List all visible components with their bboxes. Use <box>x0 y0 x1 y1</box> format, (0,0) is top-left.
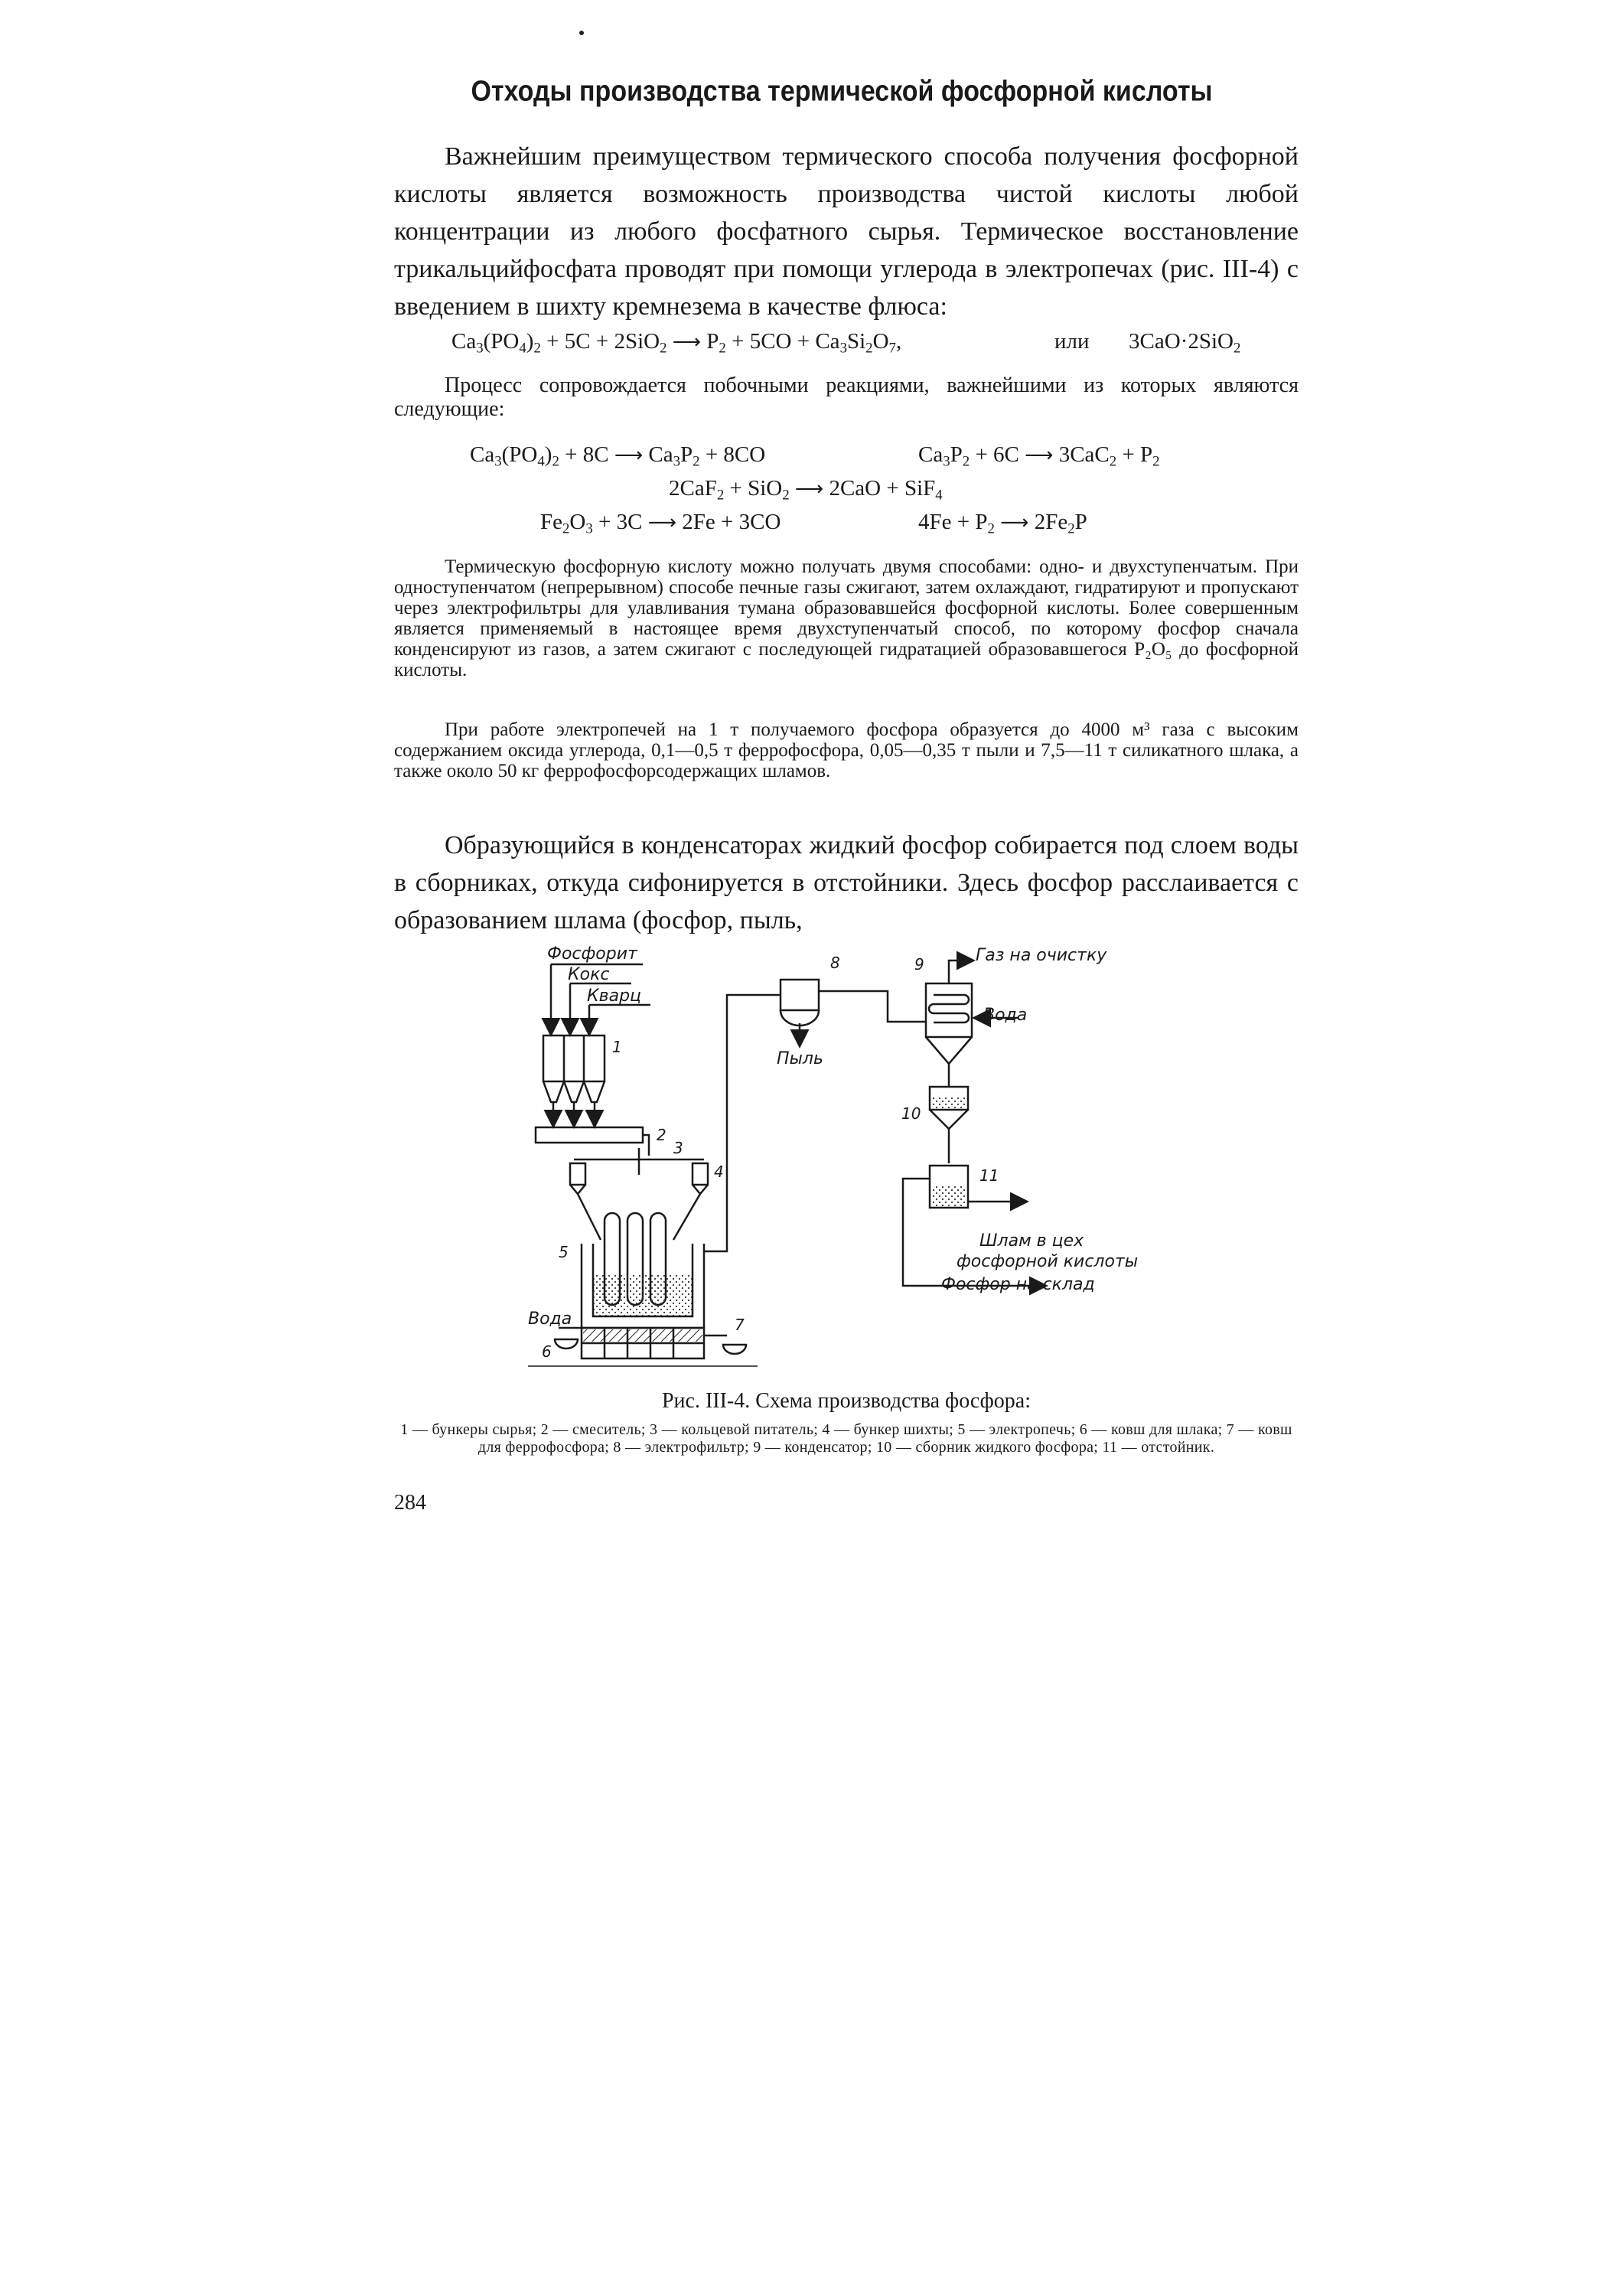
reaction-2: $Ca_3P_2 + 6C$ ⟶ $3CaC_2 + P_2$ <box>918 442 1160 470</box>
equation-alt: 3CaO·2SiO$_2$ <box>1129 329 1241 357</box>
num-5: 5 <box>559 1243 569 1261</box>
reaction-4: $Fe_2O_3 + 3C$ ⟶ 2Fe + 3CO <box>540 510 781 537</box>
label-voda-left: Вода <box>528 1309 572 1329</box>
section-title: Отходы производства термической фосфорной кислоты <box>471 74 1213 108</box>
equation-or: или <box>1054 329 1090 354</box>
label-fosforit: Фосфорит <box>547 944 637 964</box>
num-7: 7 <box>735 1316 745 1334</box>
num-1: 1 <box>612 1038 622 1056</box>
paragraph-waste: При работе электропечей на 1 т получаемого фосфора образуется до 4000 м³ газа с высоким содержанием оксида углерода, 0,1—0,5 т феррофосфора, 0,05—0,35 т пыли и 7,5—11 т силикатного шлака, а также около 50 кг феррофосфорсодержащих шламов. <box>394 719 1299 781</box>
num-8: 8 <box>830 954 840 972</box>
num-3: 3 <box>673 1139 683 1157</box>
num-4: 4 <box>714 1163 724 1181</box>
num-6: 6 <box>542 1342 552 1361</box>
num-10: 10 <box>901 1104 921 1123</box>
process-diagram-svg <box>528 938 1155 1381</box>
label-kvarts: Кварц <box>587 987 642 1006</box>
num-11: 11 <box>979 1166 999 1185</box>
reaction-1: $Ca_3(PO_4)_2 + 8C$ ⟶ $Ca_3P_2 + 8CO$ <box>470 442 766 470</box>
label-pyl: Пыль <box>777 1049 823 1068</box>
process-diagram <box>528 938 1155 1381</box>
num-9: 9 <box>914 955 924 974</box>
label-gaz: Газ на очистку <box>976 946 1107 965</box>
reaction-3: 2CaF$_2$ + SiO$_2$ ⟶ 2CaO + SiF$_4$ <box>669 476 943 504</box>
paragraph-condensers: Образующийся в конденсаторах жидкий фосфор собирается под слоем воды в сборниках, откуда сифонируется в отстойники. Здесь фосфор расслаивается с образованием шлама (фосфор, пыль, <box>394 831 1299 934</box>
label-voda-right: Вода <box>983 1006 1028 1025</box>
paragraph-side-reactions: Процесс сопровождается побочными реакциями, важнейшими из которых являются следующие: <box>394 373 1299 421</box>
paragraph-methods: Термическую фосфорную кислоту можно получать двумя способами: одно- и двухступенчатым. При одноступенчатом (непрерывном) способе печные газы сжигают, затем охлаждают, гидратируют и пропускают через электрофильтры для улавливания тумана образовавшейся фосфорной кислоты. Более совершенным является применяемый в настоящее время двухступенчатый способ, по которому фосфор сначала конденсируют из газов, а затем сжигают с последующей гидратацией образовавшегося P₂O₅ до фосфорной кислоты. <box>394 556 1299 680</box>
equation-main: $Ca_3(PO_4)_2 + 5C + 2SiO_2$ ⟶ $P_2 + 5CO + Ca_3Si_2O_7$, <box>451 329 902 357</box>
label-koks: Кокс <box>568 965 610 984</box>
label-shlam-2: фосфорной кислоты <box>957 1252 1139 1271</box>
label-shlam-1: Шлам в цех <box>979 1231 1084 1251</box>
print-dot <box>579 31 584 35</box>
label-sklad: Фосфор на склад <box>941 1275 1095 1294</box>
num-2: 2 <box>657 1126 666 1144</box>
figure-caption: Рис. III-4. Схема производства фосфора: <box>661 1389 1031 1413</box>
paragraph-intro: Важнейшим преимуществом термического способа получения фосфорной кислоты является возможность производства чистой кислоты любой концентрации из любого фосфатного сырья. Термическое восстановление трикальцийфосфата проводят при помощи углерода в электропечах (рис. III-4) с введением в шихту кремнезема в качестве флюса: <box>394 142 1299 321</box>
figure-legend: 1 — бункеры сырья; 2 — смеситель; 3 — кольцевой питатель; 4 — бункер шихты; 5 — электропечь; 6 — ковш для шлака; 7 — ковш для феррофосфора; 8 — электрофильтр; 9 — конденсатор; 10 — сборник жидкого фосфора; 11 — отстойник. <box>400 1421 1292 1456</box>
reaction-5: $4Fe + P_2$ ⟶ $2Fe_2P$ <box>918 510 1087 537</box>
page-number: 284 <box>394 1491 426 1515</box>
